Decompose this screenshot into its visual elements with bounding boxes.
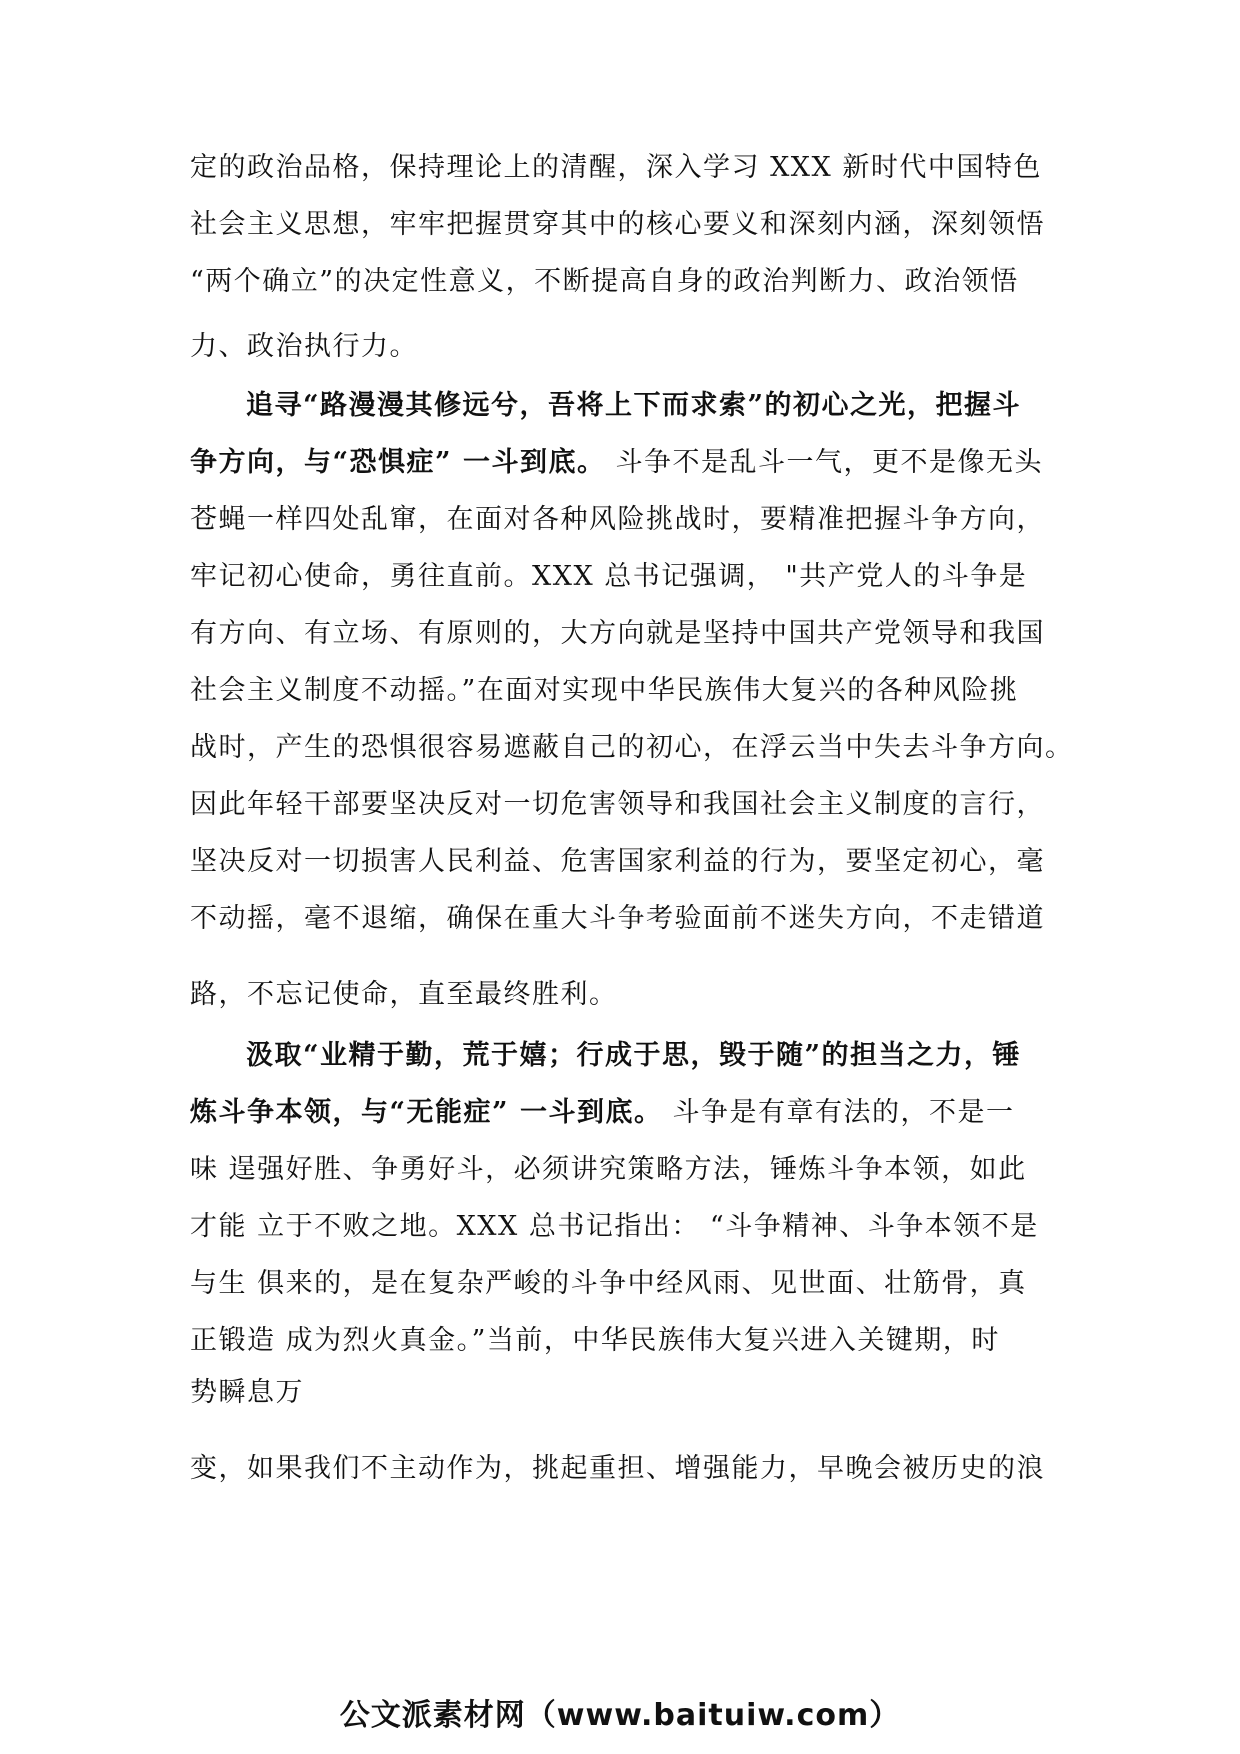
paragraph-3-line-6: 正锻造 成为烈火真金。”当前，中华民族伟大复兴进入关键期，时 bbox=[190, 1325, 1000, 1356]
paragraph-3-line-8: 变，如果我们不主动作为，挑起重担、增强能力，早晚会被历史的浪 bbox=[190, 1453, 1045, 1484]
footer-source: 公文派素材网（www.baituiw.com） bbox=[339, 1698, 901, 1733]
paragraph-3-line-7: 势瞬息万 bbox=[190, 1377, 304, 1408]
paragraph-3-heading-line-2: 炼斗争本领，与“无能症” 一斗到底。 bbox=[190, 1097, 663, 1128]
paragraph-3-heading-line-1: 汲取“业精于勤，荒于嬉；行成于思，毁于随”的担当之力，锤 bbox=[246, 1040, 1022, 1071]
paragraph-2-line-11: 路，不忘记使命，直至最终胜利。 bbox=[190, 979, 618, 1010]
paragraph-2-heading-line-2: 争方向，与“恐惧症” 一斗到底。 bbox=[190, 447, 606, 478]
paragraph-2-line-4: 牢记初心使命，勇往直前。XXX 总书记强调， "共产党人的斗争是 bbox=[190, 561, 1028, 592]
paragraph-2-line-2-text: 斗争不是乱斗一气，更不是像无头 bbox=[605, 447, 1044, 478]
paragraph-2-line-8: 因此年轻干部要坚决反对一切危害领导和我国社会主义制度的言行， bbox=[190, 789, 1045, 820]
paragraph-2-line-3: 苍蝇一样四处乱窜，在面对各种风险挑战时，要精准把握斗争方向， bbox=[190, 504, 1045, 535]
paragraph-1-line-2: 社会主义思想，牢牢把握贯穿其中的核心要义和深刻内涵，深刻领悟 bbox=[190, 209, 1045, 240]
paragraph-1-line-1: 定的政治品格，保持理论上的清醒，深入学习 XXX 新时代中国特色 bbox=[190, 152, 1042, 183]
paragraph-3-line-3: 味 逞强好胜、争勇好斗，必须讲究策略方法，锤炼斗争本领，如此 bbox=[190, 1154, 1027, 1185]
paragraph-2-heading-line-1: 追寻“路漫漫其修远兮，吾将上下而求索”的初心之光，把握斗 bbox=[246, 390, 1022, 421]
paragraph-1-line-4: 力、政治执行力。 bbox=[190, 331, 418, 362]
paragraph-1-line-3: “两个确立”的决定性意义，不断提高自身的政治判断力、政治领悟 bbox=[190, 266, 1019, 297]
paragraph-3-line-5: 与生 俱来的，是在复杂严峻的斗争中经风雨、见世面、壮筋骨，真 bbox=[190, 1268, 1027, 1299]
paragraph-3-line-4: 才能 立于不败之地。XXX 总书记指出： “斗争精神、斗争本领不是 bbox=[190, 1211, 1039, 1242]
paragraph-3-line-2 bbox=[190, 1093, 1015, 1133]
paragraph-2-line-6: 社会主义制度不动摇。”在面对实现中华民族伟大复兴的各种风险挑 bbox=[190, 675, 1019, 706]
paragraph-2-line-7: 战时，产生的恐惧很容易遮蔽自己的初心，在浮云当中失去斗争方向。 bbox=[190, 732, 1074, 763]
paragraph-2-line-10: 不动摇，毫不退缩，确保在重大斗争考验面前不迷失方向，不走错道 bbox=[190, 903, 1045, 934]
paragraph-2-line-5: 有方向、有立场、有原则的，大方向就是坚持中国共产党领导和我国 bbox=[190, 618, 1045, 649]
paragraph-3-line-2-text: 斗争是有章有法的，不是一 bbox=[662, 1097, 1015, 1128]
paragraph-2-line-2 bbox=[190, 443, 1043, 483]
paragraph-2-line-9: 坚决反对一切损害人民利益、危害国家利益的行为，要坚定初心，毫 bbox=[190, 846, 1045, 877]
